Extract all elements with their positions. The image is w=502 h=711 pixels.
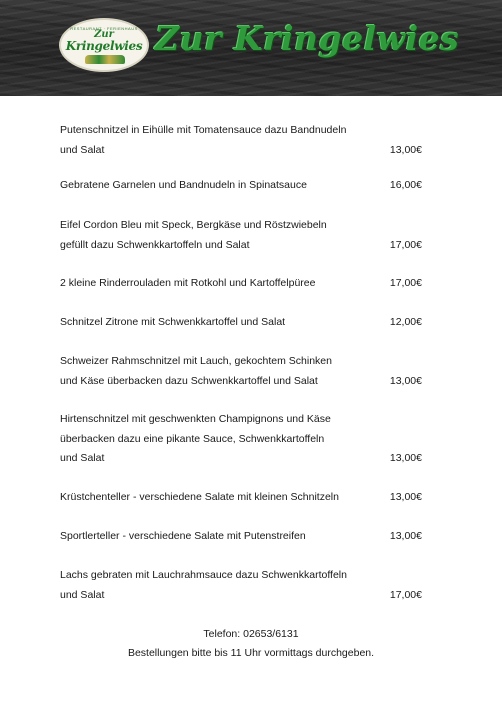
brand-title: Zur Kringelwies bbox=[155, 19, 460, 58]
menu-item bbox=[60, 566, 422, 605]
restaurant-logo bbox=[59, 18, 149, 72]
menu-item bbox=[60, 488, 422, 508]
menu-item-price: 17,00€ bbox=[389, 238, 422, 251]
menu-item-description: 2 kleine Rinderrouladen mit Rotkohl und Kartoffelpüree bbox=[60, 277, 316, 289]
logo-landscape-icon bbox=[85, 55, 125, 64]
menu-item-description: Hirtenschnitzel mit geschwenkten Champignons und Käse überbacken dazu eine pikante Sauce, Schwenkkartoffeln und Salat bbox=[60, 413, 331, 464]
logo-zur-text: Zur bbox=[94, 29, 114, 40]
menu-item-price: 13,00€ bbox=[389, 530, 422, 542]
menu-item-price: 17,00€ bbox=[389, 277, 422, 289]
menu-item bbox=[60, 176, 422, 196]
menu-item-description: Putenschnitzel in Eihülle mit Tomatensauce dazu Bandnudeln und Salat bbox=[60, 124, 347, 156]
menu-item-price: 13,00€ bbox=[389, 374, 422, 387]
menu-item bbox=[60, 313, 422, 333]
logo-name-text: Kringelwies bbox=[65, 39, 143, 53]
menu-item-description: Krüstchenteller - verschiedene Salate mit kleinen Schnitzeln bbox=[60, 491, 339, 503]
menu-item bbox=[60, 121, 422, 160]
menu-item-description: Eifel Cordon Bleu mit Speck, Bergkäse und Röstzwiebeln gefüllt dazu Schwenkkartoffeln und Salat bbox=[60, 219, 327, 251]
menu-item bbox=[60, 216, 422, 255]
phone-number: Telefon: 02653/6131 bbox=[203, 628, 299, 640]
menu-item-description: Sportlerteller - verschiedene Salate mit Putenstreifen bbox=[60, 530, 306, 542]
menu-item-description: Schweizer Rahmschnitzel mit Lauch, gekochtem Schinken und Käse überbacken dazu Schwenkkartoffel und Salat bbox=[60, 355, 332, 387]
menu-item bbox=[60, 274, 422, 294]
menu-item-description: Gebratene Garnelen und Bandnudeln in Spinatsauce bbox=[60, 179, 307, 191]
menu-item-price: 12,00€ bbox=[389, 316, 422, 328]
contact-footer bbox=[0, 625, 502, 663]
menu-item-description: Schnitzel Zitrone mit Schwenkkartoffel und Salat bbox=[60, 316, 286, 328]
logo-top-text: RESTAURANT · FERIENHAUS bbox=[70, 26, 138, 31]
order-note: Bestellungen bitte bis 11 Uhr vormittags durchgeben. bbox=[127, 647, 375, 659]
menu-item-description: Lachs gebraten mit Lauchrahmsauce dazu Schwenkkartoffeln und Salat bbox=[60, 569, 347, 601]
header-banner bbox=[0, 0, 502, 96]
menu-item-price: 13,00€ bbox=[389, 491, 422, 503]
menu-item-price: 17,00€ bbox=[389, 588, 422, 601]
menu-item-price: 13,00€ bbox=[389, 452, 422, 464]
menu-item-price: 16,00€ bbox=[389, 179, 422, 191]
menu-item-price: 13,00€ bbox=[389, 143, 422, 156]
menu-item bbox=[60, 410, 422, 469]
menu-item bbox=[60, 527, 422, 547]
menu-item bbox=[60, 352, 422, 391]
